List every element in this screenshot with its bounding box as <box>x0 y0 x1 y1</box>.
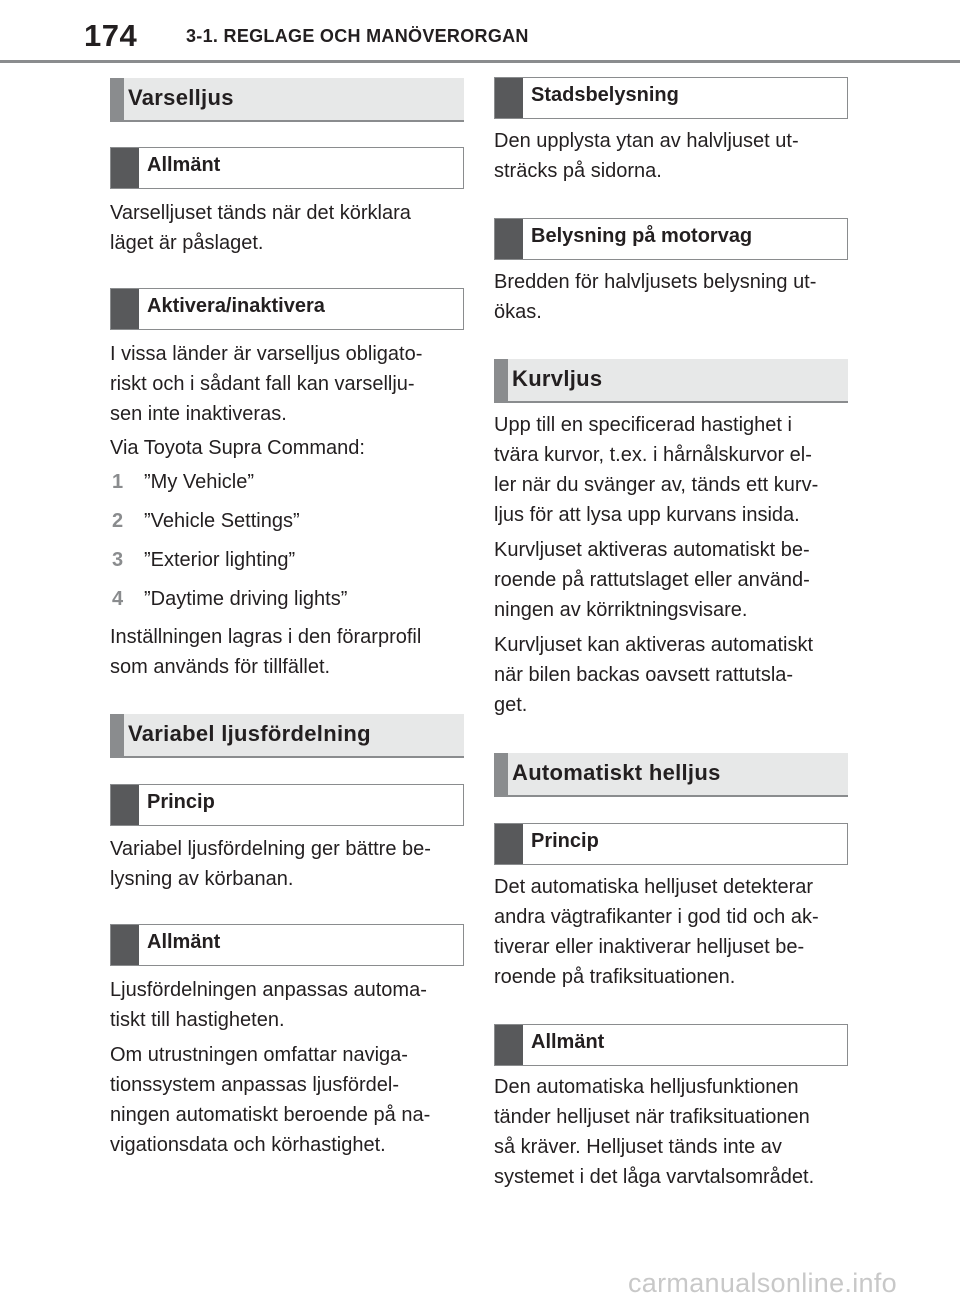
section-title: Varselljus <box>128 85 234 110</box>
paragraph-saved-profile <box>110 622 464 682</box>
section-bar <box>494 359 508 401</box>
text-line: när bilen backas oavsett rattutsla- <box>494 664 794 686</box>
text-line: ningen av körriktningsvisare. <box>494 599 748 621</box>
section-bar <box>494 753 508 795</box>
text-line: I vissa länder är varselljus obligato- <box>110 343 423 365</box>
text-line: sträcks på sidorna. <box>494 160 662 182</box>
paragraph-kurvljus-2 <box>494 535 848 625</box>
subheading-bar <box>111 148 139 188</box>
subheading-allmant <box>110 147 464 189</box>
step-text: ”Vehicle Settings” <box>144 510 300 532</box>
section-bar <box>110 714 124 756</box>
paragraph-stadsbelysning <box>494 126 848 186</box>
step-number: 3 <box>112 549 124 571</box>
subheading-title: Belysning på motorvag <box>531 225 753 247</box>
text-line: systemet i det låga varvtalsområdet. <box>494 1166 815 1188</box>
subheading-princip <box>110 784 464 826</box>
subheading-bar <box>495 78 523 118</box>
step-text: ”Exterior lighting” <box>144 549 296 571</box>
text-line: lysning av körbanan. <box>110 868 294 890</box>
subheading-title: Princip <box>147 791 215 813</box>
subheading-bar <box>495 219 523 259</box>
text-line: Om utrustningen omfattar naviga- <box>110 1044 408 1066</box>
section-heading-kurvljus <box>494 359 848 403</box>
subheading-title: Stadsbelysning <box>531 84 679 106</box>
subheading-bar <box>495 1025 523 1065</box>
subheading-princip <box>494 823 848 865</box>
chapter-title: 3-1. REGLAGE OCH MANÖVERORGAN <box>186 26 529 46</box>
subheading-title: Aktivera/inaktivera <box>147 295 325 317</box>
text-line: ningen automatiskt beroende på na- <box>110 1104 431 1126</box>
text-line: riskt och i sådant fall kan varsellju- <box>110 373 415 395</box>
step-number: 2 <box>112 510 124 532</box>
section-bar <box>110 78 124 120</box>
paragraph-helljus-allmant <box>494 1072 848 1192</box>
paragraph-helljus-princip <box>494 872 848 992</box>
text-line: andra vägtrafikanter i god tid och ak- <box>494 906 819 928</box>
text-line: roende på trafiksituationen. <box>494 966 736 988</box>
text-line: Den upplysta ytan av halvljuset ut- <box>494 130 799 152</box>
text-line: tänder helljuset när trafiksituationen <box>494 1106 810 1128</box>
paragraph-varselljus-aktivera <box>110 339 464 429</box>
text-line: tiskt till hastigheten. <box>110 1009 285 1031</box>
paragraph-variabel-princip <box>110 834 464 894</box>
text-line: Bredden för halvljusets belysning ut- <box>494 271 817 293</box>
text-line: ljus för att lysa upp kurvans insida. <box>494 504 800 526</box>
subheading-bar <box>111 289 139 329</box>
text-line: Variabel ljusfördelning ger bättre be- <box>110 838 431 860</box>
paragraph-variabel-allmant-2 <box>110 1040 464 1160</box>
subheading-title: Princip <box>531 830 599 852</box>
subheading-bar <box>111 925 139 965</box>
step-number: 1 <box>112 471 124 493</box>
section-title: Automatiskt helljus <box>512 760 721 785</box>
page-header <box>0 0 960 66</box>
paragraph-kurvljus-3 <box>494 630 848 720</box>
subheading-title: Allmänt <box>147 154 221 176</box>
paragraph-kurvljus-1 <box>494 410 848 530</box>
section-title: Variabel ljusfördelning <box>128 721 371 746</box>
text-line: Inställningen lagras i den förarprofil <box>110 626 422 648</box>
text-line: läget är påslaget. <box>110 232 264 254</box>
paragraph-varselljus-allmant <box>110 198 464 258</box>
text-line: tiverar eller inaktiverar helljuset be- <box>494 936 805 958</box>
text-line: Upp till en specificerad hastighet i <box>494 414 792 436</box>
paragraph-motorvag <box>494 267 848 327</box>
subheading-allmant <box>110 924 464 966</box>
watermark: carmanualsonline.info <box>628 1268 897 1298</box>
text-line: Ljusfördelningen anpassas automa- <box>110 979 427 1001</box>
text-line: Kurvljuset aktiveras automatiskt be- <box>494 539 810 561</box>
subheading-bar <box>111 785 139 825</box>
text-line: tionssystem anpassas ljusfördel- <box>110 1074 400 1096</box>
text-line: ökas. <box>494 301 542 323</box>
text-line: tvära kurvor, t.ex. i hårnålskurvor el- <box>494 444 812 466</box>
subheading-motorvag <box>494 218 848 260</box>
subheading-stadsbelysning <box>494 77 848 119</box>
section-title: Kurvljus <box>512 366 603 391</box>
text-line: som används för tillfället. <box>110 656 331 678</box>
step-text: ”Daytime driving lights” <box>144 588 348 610</box>
text-line: ler när du svänger av, tänds ett kurv- <box>494 474 819 496</box>
subheading-allmant <box>494 1024 848 1066</box>
paragraph-variabel-allmant-1 <box>110 975 464 1035</box>
section-heading-variabel <box>110 714 464 758</box>
section-heading-varselljus <box>110 78 464 122</box>
text-line: Via Toyota Supra Command: <box>110 437 365 459</box>
text-line: sen inte inaktiveras. <box>110 403 287 425</box>
step-text: ”My Vehicle” <box>144 471 255 493</box>
text-line: Varselljuset tänds när det körklara <box>110 202 411 224</box>
text-line: Den automatiska helljusfunktionen <box>494 1076 799 1098</box>
subheading-title: Allmänt <box>147 931 221 953</box>
paragraph-via-command <box>110 433 464 463</box>
header-rule <box>0 60 960 63</box>
text-line: vigationsdata och körhastighet. <box>110 1134 386 1156</box>
text-line: get. <box>494 694 528 716</box>
text-line: Det automatiska helljuset detekterar <box>494 876 814 898</box>
subheading-title: Allmänt <box>531 1031 605 1053</box>
subheading-aktivera-inaktivera <box>110 288 464 330</box>
text-line: så kräver. Helljuset tänds inte av <box>494 1136 782 1158</box>
text-line: Kurvljuset kan aktiveras automatiskt <box>494 634 814 656</box>
section-heading-automatiskt-helljus <box>494 753 848 797</box>
page-number: 174 <box>84 18 138 53</box>
text-line: roende på rattutslaget eller använd- <box>494 569 810 591</box>
step-number: 4 <box>112 588 124 610</box>
subheading-bar <box>495 824 523 864</box>
